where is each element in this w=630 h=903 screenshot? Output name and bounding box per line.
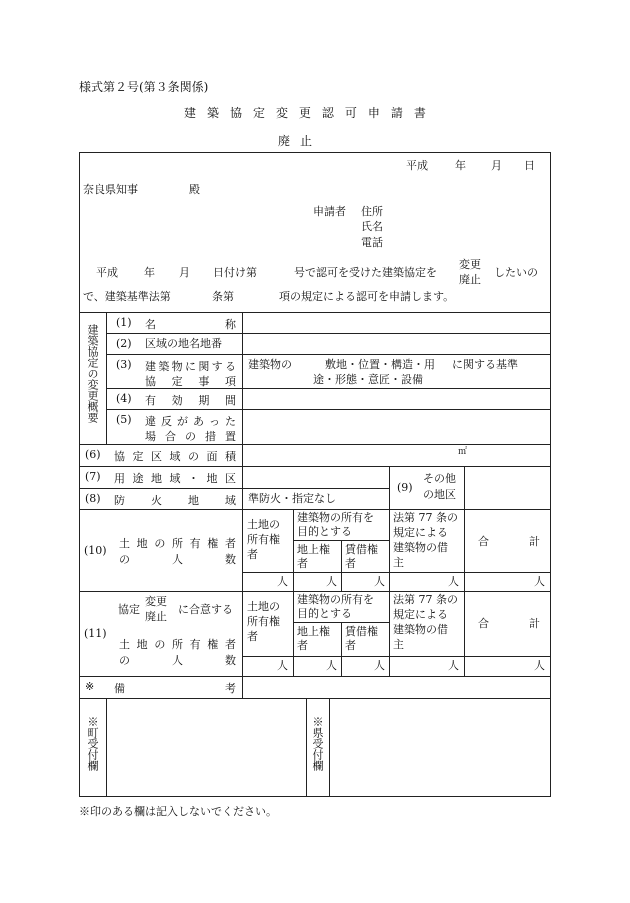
addressee-name: 奈良県知事 — [83, 183, 138, 196]
item3-label-char: 項 — [224, 375, 236, 388]
item11-lease-1: 賃借権 — [345, 625, 378, 638]
item10-unit-lease: 人 — [374, 575, 385, 588]
item11-building-purpose-1: 建築物の所有を — [297, 593, 374, 606]
applicant-label: 申請者 — [313, 205, 346, 218]
item4-num: (4) — [116, 392, 132, 405]
item3-value-line2: 途・形態・意匠・設備 — [313, 373, 423, 386]
item11-art77-4: 主 — [393, 638, 404, 651]
col-divider — [306, 698, 307, 797]
item2-label: 区域の地名地番 — [145, 337, 222, 350]
item10-total-char: 合 — [478, 535, 489, 548]
row-divider — [79, 509, 551, 510]
applicant-phone-label: 電話 — [361, 236, 383, 249]
row-divider — [79, 444, 551, 445]
item7-label-char: 地 — [206, 472, 218, 485]
item11-superficies-2: 者 — [297, 639, 308, 652]
item10-building-purpose-1: 建築物の所有を — [297, 511, 374, 524]
item5-label-line2 — [145, 428, 236, 444]
item7-num: (7) — [85, 470, 101, 483]
item10-num: (10) — [84, 544, 107, 557]
body-year: 年 — [144, 266, 155, 279]
title-char: 書 — [413, 106, 426, 120]
item11-label-char: の — [119, 654, 130, 667]
item10-land-owner-1: 土地の — [247, 518, 280, 531]
item3-label-char: 協 — [145, 375, 156, 388]
item3-label-char: 建 — [145, 360, 156, 373]
item11-label-char: 地 — [136, 638, 148, 651]
item3-value-line1: 敷地・位置・構造・用 — [325, 358, 435, 371]
body-month: 月 — [179, 266, 190, 279]
item5-label-char: 場 — [145, 430, 156, 443]
item11-agree-change: 変更 — [145, 595, 167, 608]
item10-lease-1: 賃借権 — [345, 543, 378, 556]
item10-unit-land: 人 — [277, 575, 288, 588]
col-divider — [242, 676, 243, 698]
item5-label-char: 措 — [205, 430, 216, 443]
item11-superficies-1: 地上権 — [297, 625, 330, 638]
item11-land-owner-2: 所有権 — [247, 615, 280, 628]
item11-art77-3: 建築物の借 — [393, 623, 448, 636]
item11-building-purpose-2: 目的とする — [297, 607, 352, 620]
item10-label-char: 人 — [172, 553, 183, 566]
item11-agree-abolish: 廃止 — [145, 610, 167, 623]
item11-label-char: 人 — [172, 654, 183, 667]
item6-label-char: 区 — [151, 450, 162, 463]
item3-label-char: す — [211, 360, 223, 373]
item3-label-line2 — [145, 373, 236, 389]
date-era: 平成 — [406, 159, 428, 172]
item5-label-char: 反 — [161, 415, 172, 428]
title-char: 申 — [367, 106, 380, 120]
row-divider — [293, 622, 389, 623]
title-char: 請 — [390, 106, 403, 120]
item7-label-char: 地 — [151, 472, 162, 485]
col-divider — [329, 698, 330, 797]
item11-label-char: 有 — [189, 638, 201, 651]
row-divider — [293, 540, 389, 541]
item3-num: (3) — [116, 358, 132, 371]
item5-label-char: 置 — [225, 430, 236, 443]
item6-label-char: 域 — [169, 450, 181, 463]
item4-label-char: 有 — [145, 394, 156, 407]
item10-label-char: の — [119, 553, 130, 566]
item11-lease-2: 者 — [345, 639, 356, 652]
item3-value-suffix: に関する基準 — [452, 358, 518, 371]
item10-unit-art77: 人 — [448, 575, 459, 588]
row-divider — [79, 312, 551, 313]
item9-line1: その他 — [423, 472, 456, 485]
applicant-name-label: 氏名 — [361, 220, 383, 233]
item10-superficies-1: 地上権 — [297, 543, 330, 556]
body-line2-c: 項の規定による認可を申請します。 — [279, 290, 455, 303]
item4-label-char: 間 — [224, 394, 236, 407]
item10-art77-2: 規定による — [393, 526, 448, 539]
col-divider — [242, 312, 243, 509]
item8-num: (8) — [85, 492, 101, 505]
item8-label-char: 地 — [188, 494, 199, 507]
item10-label-char: の — [154, 537, 166, 550]
item11-total-char: 合 — [478, 617, 489, 630]
item10-unit-superficies: 人 — [326, 575, 337, 588]
item3-label-char: る — [224, 360, 236, 373]
item5-label-char: あ — [193, 415, 204, 428]
item11-label-char: 所 — [171, 638, 183, 651]
item10-label-char: 者 — [224, 537, 236, 550]
item5-label-char: が — [177, 415, 188, 428]
item11-art77-2: 規定による — [393, 608, 448, 621]
item11-land-owner-3: 者 — [247, 630, 258, 643]
form-number: 様式第２号(第３条関係) — [79, 80, 209, 94]
item9-line2: の地区 — [423, 488, 456, 501]
item10-art77-1: 法第 77 条の — [393, 511, 458, 524]
item2-num: (2) — [116, 337, 132, 350]
title-char: 可 — [344, 106, 357, 120]
item6-label-char: 面 — [206, 450, 218, 463]
item8-value: 準防火・指定なし — [248, 492, 336, 505]
item3-label-line1 — [145, 358, 236, 374]
item10-lease-2: 者 — [345, 557, 356, 570]
item10-label-char: 地 — [136, 537, 148, 550]
item11-total-label — [478, 615, 540, 631]
item11-unit-art77: 人 — [448, 659, 459, 672]
date-month: 月 — [491, 159, 502, 172]
item5-label-line1 — [145, 413, 236, 429]
item3-label-char: 事 — [198, 375, 210, 388]
title-char: 建 — [184, 106, 197, 120]
item11-label-line2 — [119, 652, 236, 668]
item3-label-char: に — [184, 360, 196, 373]
prefecture-receipt-label: ※県受付欄 — [311, 716, 324, 771]
item7-label-char: 途 — [132, 472, 144, 485]
item10-art77-3: 建築物の借 — [393, 541, 448, 554]
item11-label-char: 権 — [207, 638, 219, 651]
item6-label-char: の — [188, 450, 199, 463]
item11-label-line1 — [119, 636, 236, 652]
item3-label-char: 関 — [198, 360, 210, 373]
item4-label-char: 効 — [171, 394, 183, 407]
item3-label-char: 築 — [158, 360, 170, 373]
item10-art77-4: 主 — [393, 556, 404, 569]
body-line2-b: 条第 — [212, 290, 234, 303]
item10-label-line1 — [119, 535, 236, 551]
remarks-label — [114, 680, 236, 696]
title-char: 認 — [321, 106, 334, 120]
body-option-change: 変更 — [459, 258, 481, 271]
item5-label-char: の — [185, 430, 196, 443]
title-char: 協 — [229, 106, 242, 120]
item6-label — [114, 448, 236, 464]
item11-art77-1: 法第 77 条の — [393, 593, 458, 606]
item10-label-char: 有 — [189, 537, 201, 550]
item10-land-owner-3: 者 — [247, 548, 258, 561]
date-day: 日 — [524, 159, 535, 172]
item11-label-char: 者 — [224, 638, 236, 651]
remarks-label-char: 備 — [114, 682, 125, 695]
remarks-mark: ※ — [85, 680, 95, 693]
row-divider — [79, 698, 551, 699]
item11-land-owner-1: 土地の — [247, 600, 280, 613]
item5-label-char: た — [225, 415, 236, 428]
body-approved-text: 号で認可を受けた建築協定を — [294, 266, 437, 279]
item11-label-char: 数 — [225, 654, 236, 667]
item11-unit-total: 人 — [534, 659, 545, 672]
item3-value-prefix: 建築物の — [248, 358, 292, 371]
item9-num: (9) — [397, 481, 413, 494]
item10-total-label — [478, 533, 540, 549]
body-dated-number: 日付け第 — [213, 266, 257, 279]
body-suffix: したいの — [494, 266, 538, 279]
row-divider — [79, 466, 551, 467]
item5-num: (5) — [116, 413, 132, 426]
title-char: 変 — [275, 106, 288, 120]
title-alt-char: 廃 — [278, 134, 291, 148]
title-alt-char: 止 — [299, 134, 312, 148]
item8-label-char: 防 — [114, 494, 125, 507]
row-divider — [242, 572, 551, 573]
row-divider — [79, 591, 551, 592]
item5-label-char: っ — [209, 415, 220, 428]
date-year: 年 — [455, 159, 466, 172]
item4-label — [145, 392, 236, 408]
row-divider — [106, 409, 551, 410]
item11-unit-land: 人 — [277, 659, 288, 672]
item6-label-char: 協 — [114, 450, 125, 463]
item11-num: (11) — [84, 627, 107, 640]
item10-label-char: 土 — [119, 537, 130, 550]
item1-num: (1) — [116, 316, 132, 329]
col-divider — [389, 466, 390, 509]
item3-label-char: 定 — [171, 375, 183, 388]
remarks-label-char: 考 — [225, 682, 236, 695]
item6-label-char: 積 — [225, 450, 236, 463]
title-char: 築 — [206, 106, 219, 120]
item5-label-char: 合 — [165, 430, 176, 443]
item10-superficies-2: 者 — [297, 557, 308, 570]
item10-land-owner-2: 所有権 — [247, 533, 280, 546]
outline-section-label: 建築協定の変更概要 — [86, 324, 99, 423]
item8-label — [114, 492, 236, 508]
item7-label-char: 用 — [114, 472, 125, 485]
body-line2-a: で、建築基準法第 — [83, 290, 171, 303]
item10-unit-total: 人 — [534, 575, 545, 588]
item10-label-char: 所 — [171, 537, 183, 550]
item11-total-char: 計 — [529, 617, 540, 630]
item10-total-char: 計 — [529, 535, 540, 548]
item10-building-purpose-2: 目的とする — [297, 525, 352, 538]
col-divider — [106, 698, 107, 797]
item1-label-char: 称 — [225, 318, 236, 331]
item7-label-char: 域 — [169, 472, 181, 485]
item11-agree-post: に合意する — [178, 603, 233, 616]
item10-label-line2 — [119, 551, 236, 567]
form-title — [184, 104, 426, 121]
item7-label-char: 区 — [225, 472, 236, 485]
form-title-alt — [278, 132, 312, 149]
item8-label-char: 域 — [225, 494, 236, 507]
item11-unit-superficies: 人 — [326, 659, 337, 672]
town-receipt-label: ※町受付欄 — [86, 716, 99, 771]
item10-label-char: 数 — [225, 553, 236, 566]
item4-label-char: 期 — [198, 394, 210, 407]
item10-label-char: 権 — [207, 537, 219, 550]
item7-label-char: ・ — [188, 472, 199, 485]
item6-num: (6) — [85, 448, 101, 461]
item8-label-char: 火 — [151, 494, 162, 507]
applicant-address-label: 住所 — [361, 205, 383, 218]
item6-label-char: 定 — [132, 450, 144, 463]
item1-label-char: 名 — [145, 318, 156, 331]
item11-unit-lease: 人 — [374, 659, 385, 672]
item11-label-char: 土 — [119, 638, 130, 651]
addressee-honorific: 殿 — [189, 183, 200, 196]
item11-label-char: の — [154, 638, 166, 651]
item1-label — [145, 316, 236, 332]
col-divider — [106, 312, 107, 444]
title-char: 更 — [298, 106, 311, 120]
body-option-abolish: 廃止 — [459, 273, 481, 286]
item7-label — [114, 470, 236, 486]
row-divider — [106, 333, 551, 334]
row-divider — [79, 676, 551, 677]
item3-label-char: 物 — [171, 360, 183, 373]
title-char: 定 — [252, 106, 265, 120]
item6-area-unit: ㎡ — [458, 447, 468, 457]
item11-agree-pre: 協定 — [118, 603, 140, 616]
row-divider — [242, 656, 551, 657]
item5-label-char: 違 — [145, 415, 156, 428]
col-divider — [464, 466, 465, 509]
body-era: 平成 — [96, 266, 118, 279]
row-divider — [79, 488, 389, 489]
footnote: ※印のある欄は記入しないでください。 — [79, 805, 277, 818]
row-divider — [106, 354, 551, 355]
